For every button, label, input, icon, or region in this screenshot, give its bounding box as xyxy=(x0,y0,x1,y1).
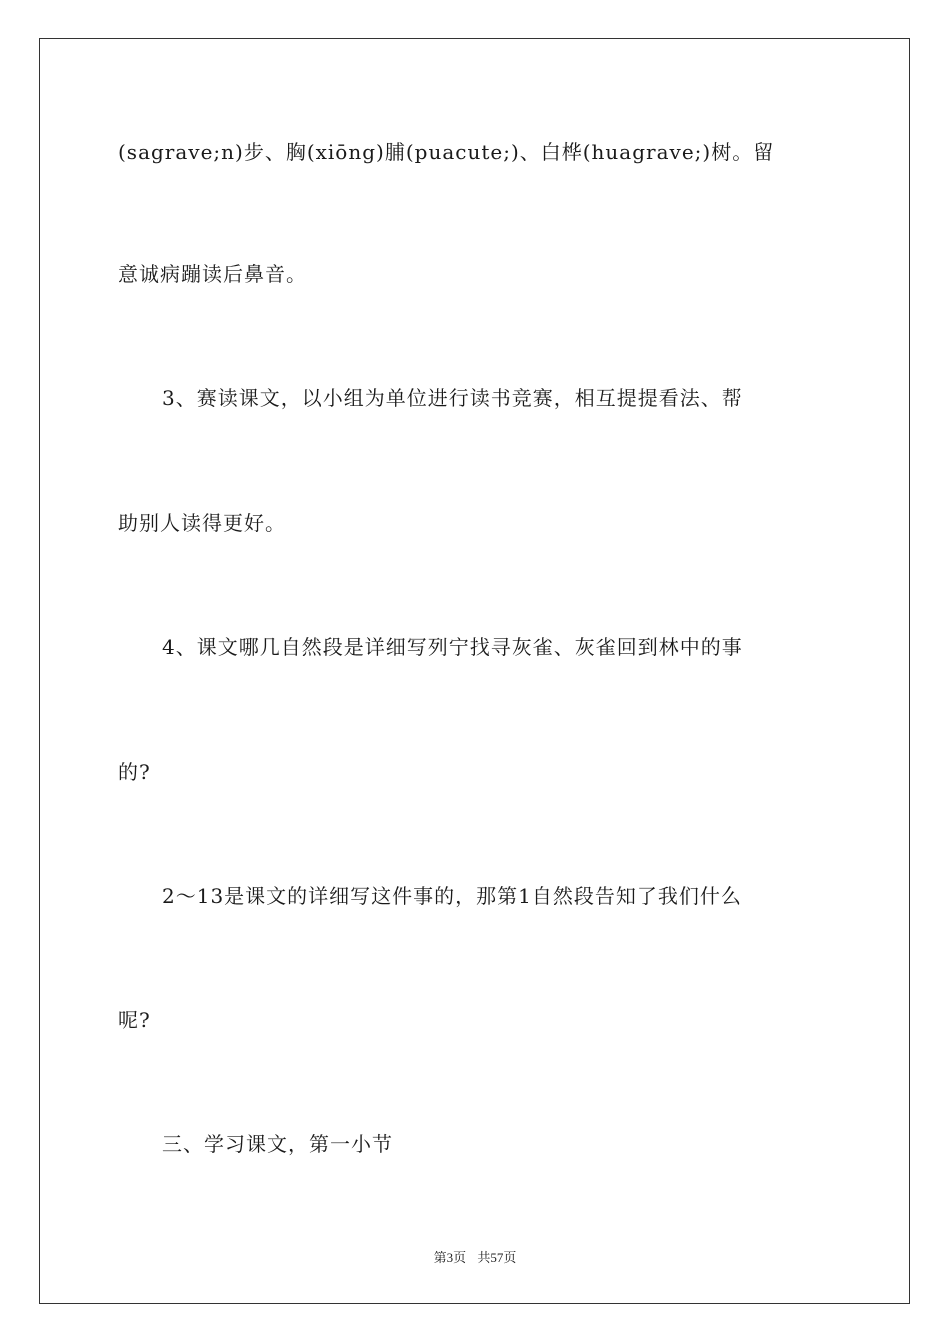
text-line-8: 呢? xyxy=(118,1008,151,1032)
text-line-1: (sagrave;n)步、胸(xiōng)脯(puacute;)、白桦(huagrave;)树。留 xyxy=(118,140,775,164)
text-line-3: 3、赛读课文，以小组为单位进行读书竞赛，相互提提看法、帮 xyxy=(162,386,743,410)
section-heading: 三、学习课文，第一小节 xyxy=(162,1132,393,1156)
text-line-2: 意诚病蹦读后鼻音。 xyxy=(118,262,307,286)
total-pages: 共57页 xyxy=(477,1250,517,1265)
text-line-4: 助别人读得更好。 xyxy=(118,511,286,535)
page-number: 第3页 xyxy=(433,1250,467,1265)
text-line-5: 4、课文哪几自然段是详细写列宁找寻灰雀、灰雀回到林中的事 xyxy=(162,635,743,659)
page-border xyxy=(39,38,910,1304)
page-footer xyxy=(0,1247,950,1266)
text-line-7: 2～13是课文的详细写这件事的，那第1自然段告知了我们什么 xyxy=(162,884,742,908)
text-line-6: 的? xyxy=(118,760,151,784)
